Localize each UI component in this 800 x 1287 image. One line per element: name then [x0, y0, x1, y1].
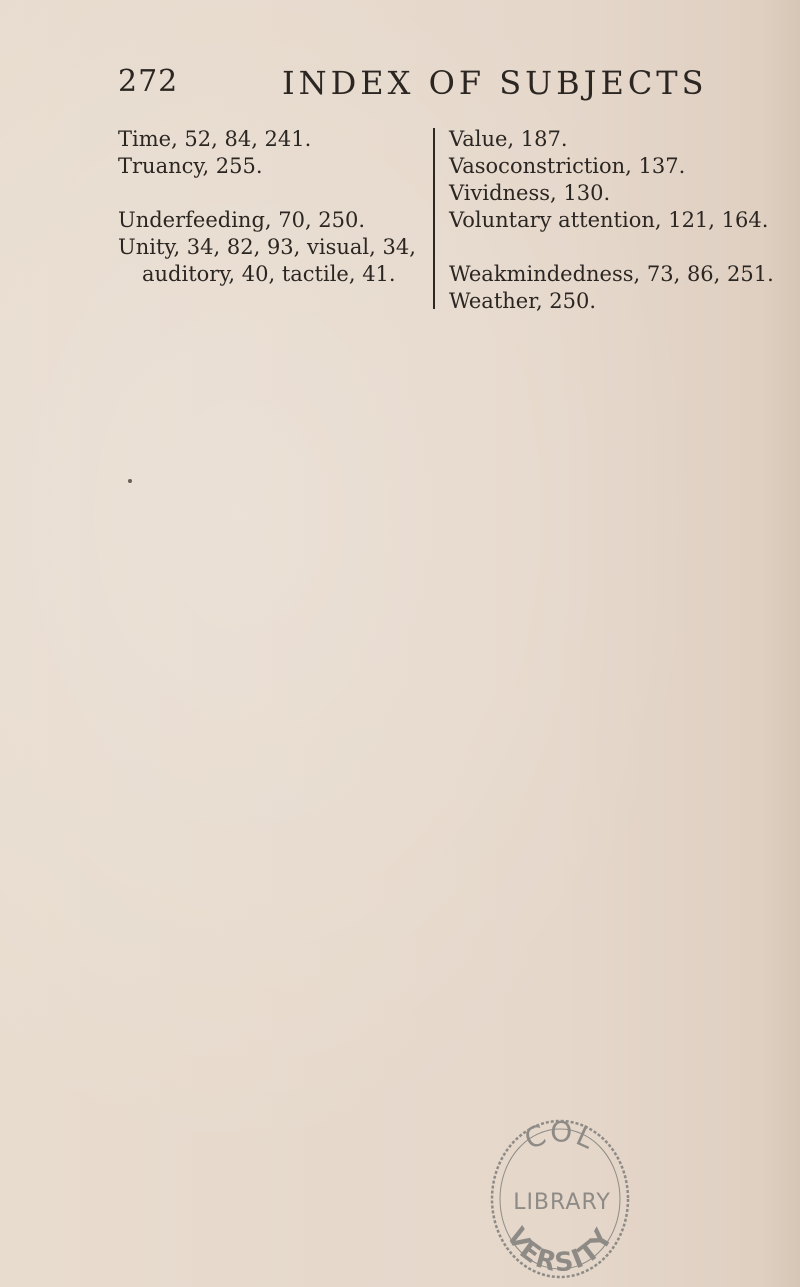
index-column-right: [449, 126, 779, 315]
index-entry-text: Vividness, 130.: [449, 181, 611, 205]
index-entry-text: Weather, 250.: [449, 289, 597, 313]
index-entry-voluntary-attention: [449, 207, 779, 234]
stray-ink-mark: [128, 479, 132, 483]
index-entry-text: Underfeeding, 70, 250.: [118, 208, 366, 232]
index-entry-continuation: auditory, 40, tactile, 41.: [142, 262, 396, 286]
index-entry-text: Vasoconstriction, 137.: [449, 154, 686, 178]
index-entry-underfeeding: [118, 207, 418, 234]
index-entry-text: Value, 187.: [449, 127, 568, 151]
index-entry-text: Truancy, 255.: [118, 154, 263, 178]
index-entry-value: [449, 126, 779, 153]
index-entry-text: Weakmindedness, 73, 86, 251.: [449, 262, 774, 286]
index-entry-truancy: [118, 153, 418, 180]
index-entry-vividness: [449, 180, 779, 207]
page-number: 272: [118, 64, 179, 99]
index-entry-weather: [449, 288, 779, 315]
library-stamp-icon: [482, 1085, 638, 1285]
index-entry-weakmindedness: [449, 261, 779, 288]
index-entry-vasoconstriction: [449, 153, 779, 180]
stamp-top-text: COL: [519, 1115, 601, 1157]
stamp-bottom-text: VERSITY: [500, 1222, 620, 1279]
index-entry-text: Unity, 34, 82, 93, visual, 34,: [118, 235, 416, 259]
index-column-left: [118, 126, 418, 288]
index-entry-text: Voluntary attention, 121, 164.: [449, 208, 769, 232]
index-entry-text: Time, 52, 84, 241.: [118, 127, 312, 151]
index-entry-unity: [118, 234, 418, 288]
stamp-middle-text: LIBRARY: [513, 1190, 611, 1215]
running-head: INDEX OF SUBJECTS: [282, 64, 708, 102]
index-entry-time: [118, 126, 418, 153]
column-divider: [433, 128, 435, 309]
